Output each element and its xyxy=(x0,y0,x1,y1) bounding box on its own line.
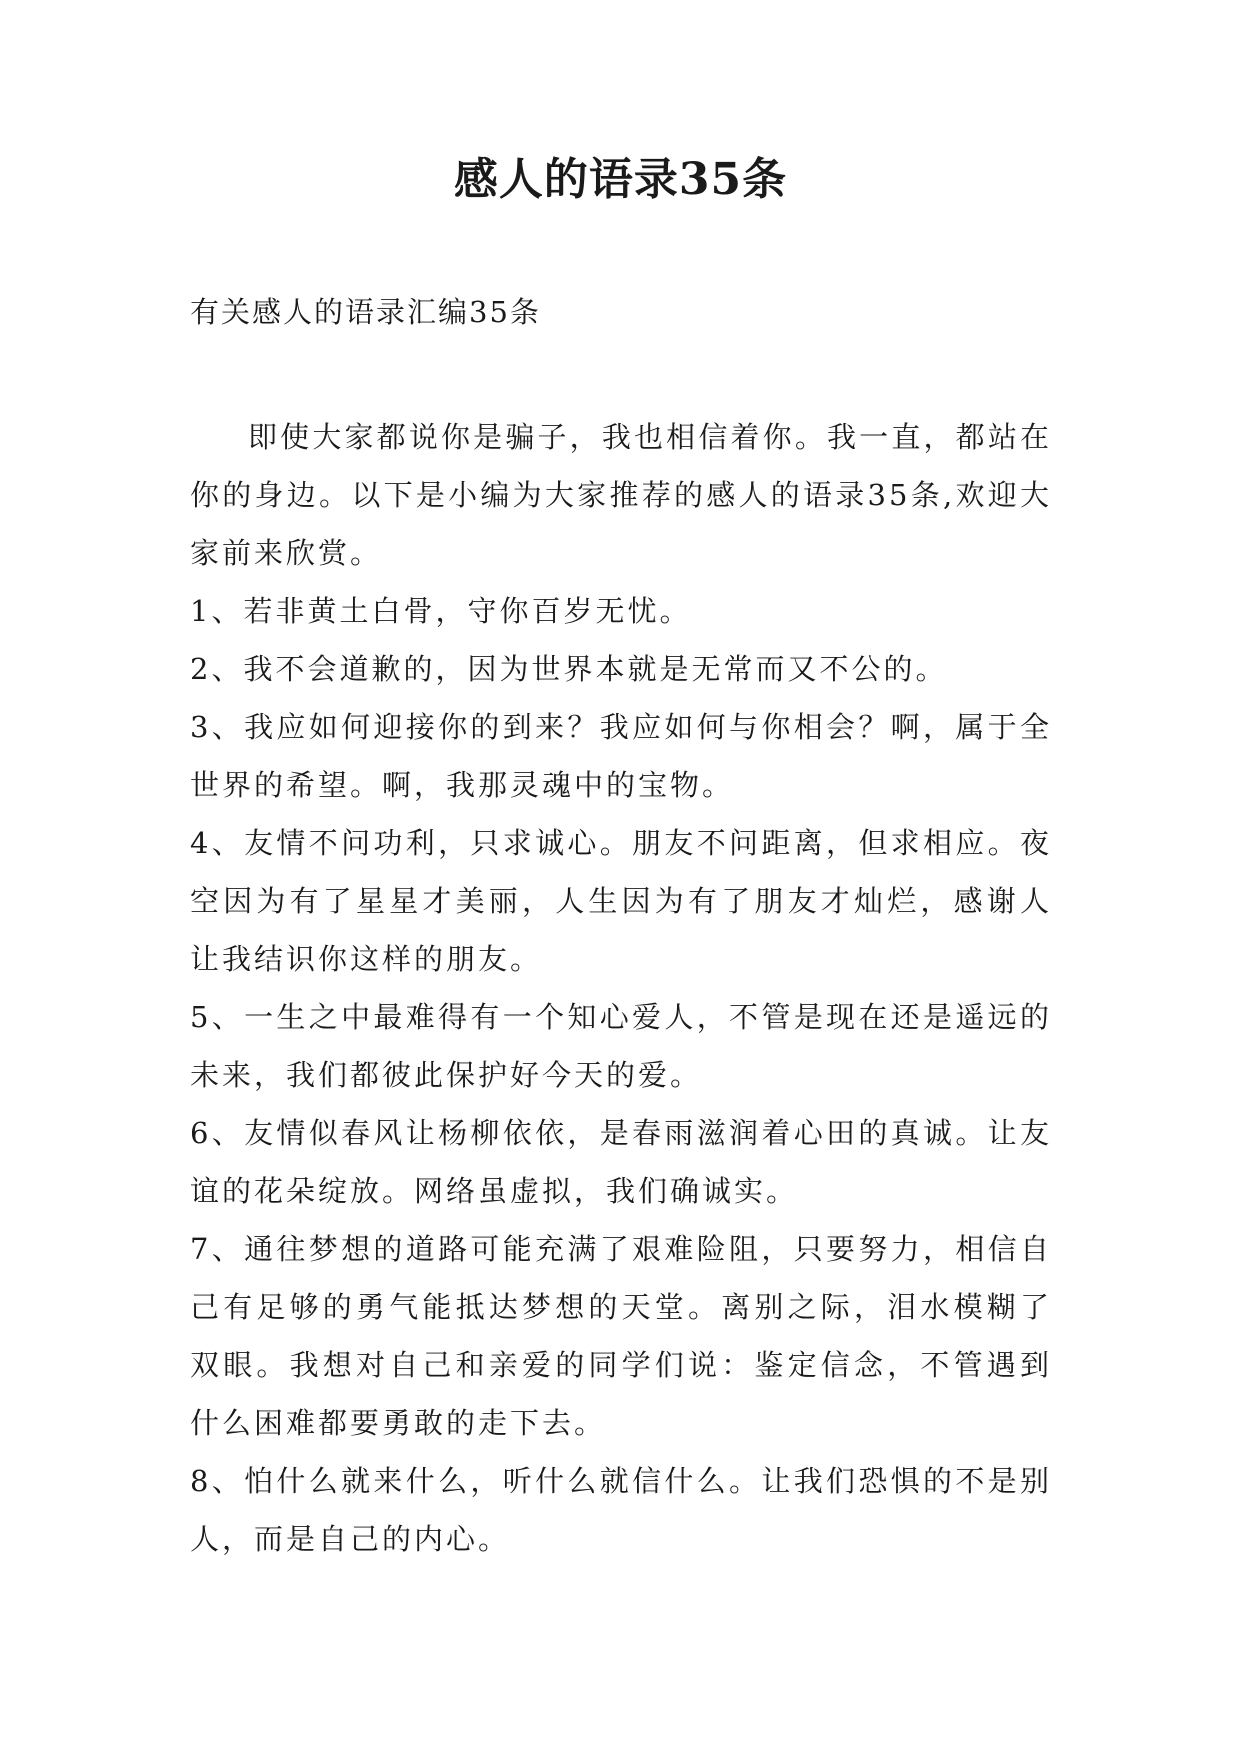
document-body xyxy=(190,408,1052,1568)
quote-item: 7、通往梦想的道路可能充满了艰难险阻，只要努力，相信自己有足够的勇气能抵达梦想的天堂。离别之际，泪水模糊了双眼。我想对自己和亲爱的同学们说：鉴定信念，不管遇到什么困难都要勇敢的走下去。 xyxy=(190,1232,1052,1440)
quote-item: 8、怕什么就来什么，听什么就信什么。让我们恐惧的不是别人，而是自己的内心。 xyxy=(190,1464,1052,1556)
document-subtitle: 有关感人的语录汇编35条 xyxy=(190,295,541,329)
page-title: 感人的语录35条 xyxy=(453,154,788,205)
quote-item: 5、一生之中最难得有一个知心爱人，不管是现在还是遥远的未来，我们都彼此保护好今天的爱。 xyxy=(190,1000,1052,1092)
quote-item: 6、友情似春风让杨柳依依，是春雨滋润着心田的真诚。让友谊的花朵绽放。网络虽虚拟，我们确诚实。 xyxy=(190,1116,1052,1208)
intro-paragraph: 即使大家都说你是骗子，我也相信着你。我一直，都站在你的身边。以下是小编为大家推荐的感人的语录35条,欢迎大家前来欣赏。 xyxy=(190,420,1052,570)
quote-item: 1、若非黄土白骨，守你百岁无忧。 xyxy=(190,594,692,628)
quote-item: 4、友情不问功利，只求诚心。朋友不问距离，但求相应。夜空因为有了星星才美丽，人生因为有了朋友才灿烂，感谢人让我结识你这样的朋友。 xyxy=(190,826,1052,976)
quote-item: 3、我应如何迎接你的到来？我应如何与你相会？啊，属于全世界的希望。啊，我那灵魂中的宝物。 xyxy=(190,710,1052,802)
quote-item: 2、我不会道歉的，因为世界本就是无常而又不公的。 xyxy=(190,652,948,686)
